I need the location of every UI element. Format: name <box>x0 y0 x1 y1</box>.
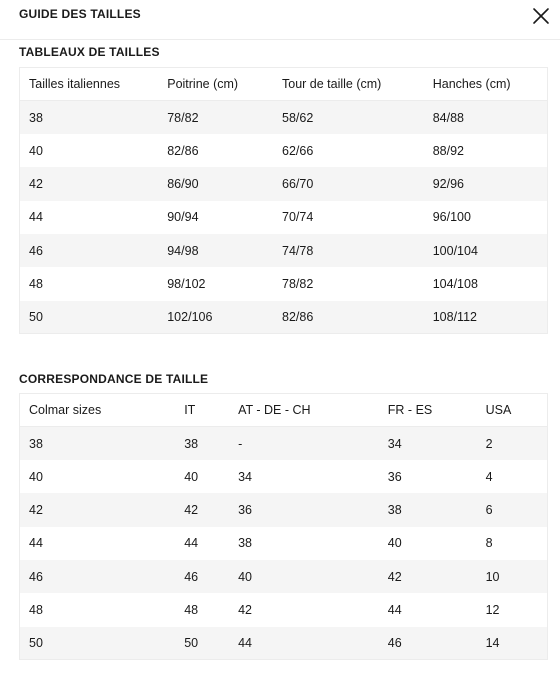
table-cell: 44 <box>238 635 252 650</box>
table-cell: 98/102 <box>167 276 206 291</box>
table-cell: 88/92 <box>432 143 464 158</box>
table-cell: 14 <box>485 635 500 650</box>
column-header: FR - ES <box>379 394 477 427</box>
table-cell: 102/106 <box>167 309 213 324</box>
table-row <box>20 101 548 134</box>
table-cell: 40 <box>387 536 402 551</box>
table-cell: 50 <box>29 309 43 324</box>
table-row <box>20 527 548 560</box>
table-row <box>20 627 548 660</box>
table-row <box>20 593 548 626</box>
table-cell: 100/104 <box>432 243 478 258</box>
table-cell: 46 <box>29 569 43 584</box>
table-cell: 40 <box>184 469 199 484</box>
table-cell: 40 <box>29 469 43 484</box>
table-cell: 70/74 <box>282 210 314 225</box>
table-cell: 6 <box>485 503 493 518</box>
table-cell: 34 <box>387 436 402 451</box>
modal-header <box>0 0 560 40</box>
table-cell: 38 <box>29 110 43 125</box>
table-cell: 82/86 <box>282 309 314 324</box>
table-cell: 8 <box>485 536 493 551</box>
column-header: USA <box>477 394 548 427</box>
table-cell: 58/62 <box>282 110 314 125</box>
size-tables-title: TABLEAUX DE TAILLES <box>19 45 160 59</box>
close-button[interactable] <box>530 5 552 27</box>
table-cell: 42 <box>184 503 199 518</box>
table-row <box>20 427 548 460</box>
table-cell: 48 <box>184 602 199 617</box>
table-cell: 42 <box>238 602 252 617</box>
table-cell: 44 <box>29 536 43 551</box>
table-row <box>20 134 548 167</box>
table-cell: 42 <box>29 503 43 518</box>
table-cell: 92/96 <box>432 177 464 192</box>
table-cell: 42 <box>387 569 402 584</box>
table-cell: 108/112 <box>432 309 477 324</box>
column-header: Colmar sizes <box>20 394 176 427</box>
table-row <box>20 460 548 493</box>
table-cell: 36 <box>387 469 402 484</box>
table-cell: 2 <box>485 436 493 451</box>
table-cell: 46 <box>387 635 402 650</box>
column-header: AT - DE - CH <box>229 394 379 427</box>
table-header-row <box>20 68 548 101</box>
table-cell: 38 <box>238 536 252 551</box>
table-cell: 38 <box>184 436 199 451</box>
table-cell: 66/70 <box>282 177 314 192</box>
table-cell: 42 <box>29 177 43 192</box>
column-header: Hanches (cm) <box>424 68 548 101</box>
table-row <box>20 301 548 334</box>
table-row <box>20 267 548 300</box>
table-cell: 94/98 <box>167 243 199 258</box>
table-row <box>20 560 548 593</box>
table-cell: 82/86 <box>167 143 199 158</box>
table-cell: 40 <box>238 569 252 584</box>
table-cell: 50 <box>29 635 43 650</box>
size-correspondence-title: CORRESPONDANCE DE TAILLE <box>19 372 209 386</box>
table-cell: 104/108 <box>432 276 478 291</box>
close-icon <box>530 5 552 27</box>
column-header: Tour de taille (cm) <box>273 68 424 101</box>
column-header: IT <box>175 394 229 427</box>
table-cell: 44 <box>29 210 43 225</box>
column-header: Poitrine (cm) <box>158 68 273 101</box>
table-cell: 78/82 <box>167 110 199 125</box>
table-cell: 90/94 <box>167 210 199 225</box>
table-cell: 44 <box>387 602 402 617</box>
table-cell: 38 <box>29 436 43 451</box>
table-row <box>20 234 548 267</box>
table-cell: 40 <box>29 143 43 158</box>
table-cell: 74/78 <box>282 243 314 258</box>
table-cell: 86/90 <box>167 177 199 192</box>
table-cell: 78/82 <box>282 276 314 291</box>
table-cell: 12 <box>485 602 500 617</box>
column-header: Tailles italiennes <box>20 68 159 101</box>
table-cell: 50 <box>184 635 199 650</box>
table-cell: 4 <box>485 469 493 484</box>
table-row <box>20 167 548 200</box>
table-cell: 46 <box>29 243 43 258</box>
table-cell: 34 <box>238 469 252 484</box>
table-cell: 44 <box>184 536 199 551</box>
table-cell: 84/88 <box>432 110 464 125</box>
table-cell: 10 <box>485 569 500 584</box>
table-cell: 62/66 <box>282 143 314 158</box>
modal-title: GUIDE DES TAILLES <box>19 7 141 21</box>
table-cell: 96/100 <box>432 210 471 225</box>
size-correspondence-table <box>19 393 548 660</box>
table-cell: 38 <box>387 503 402 518</box>
table-cell: 36 <box>238 503 252 518</box>
size-tables-table <box>19 67 548 334</box>
table-cell: 48 <box>29 602 43 617</box>
table-cell: 48 <box>29 276 43 291</box>
table-row <box>20 201 548 234</box>
table-cell: 46 <box>184 569 199 584</box>
table-cell: - <box>238 436 243 451</box>
table-row <box>20 493 548 526</box>
table-header-row <box>20 394 548 427</box>
